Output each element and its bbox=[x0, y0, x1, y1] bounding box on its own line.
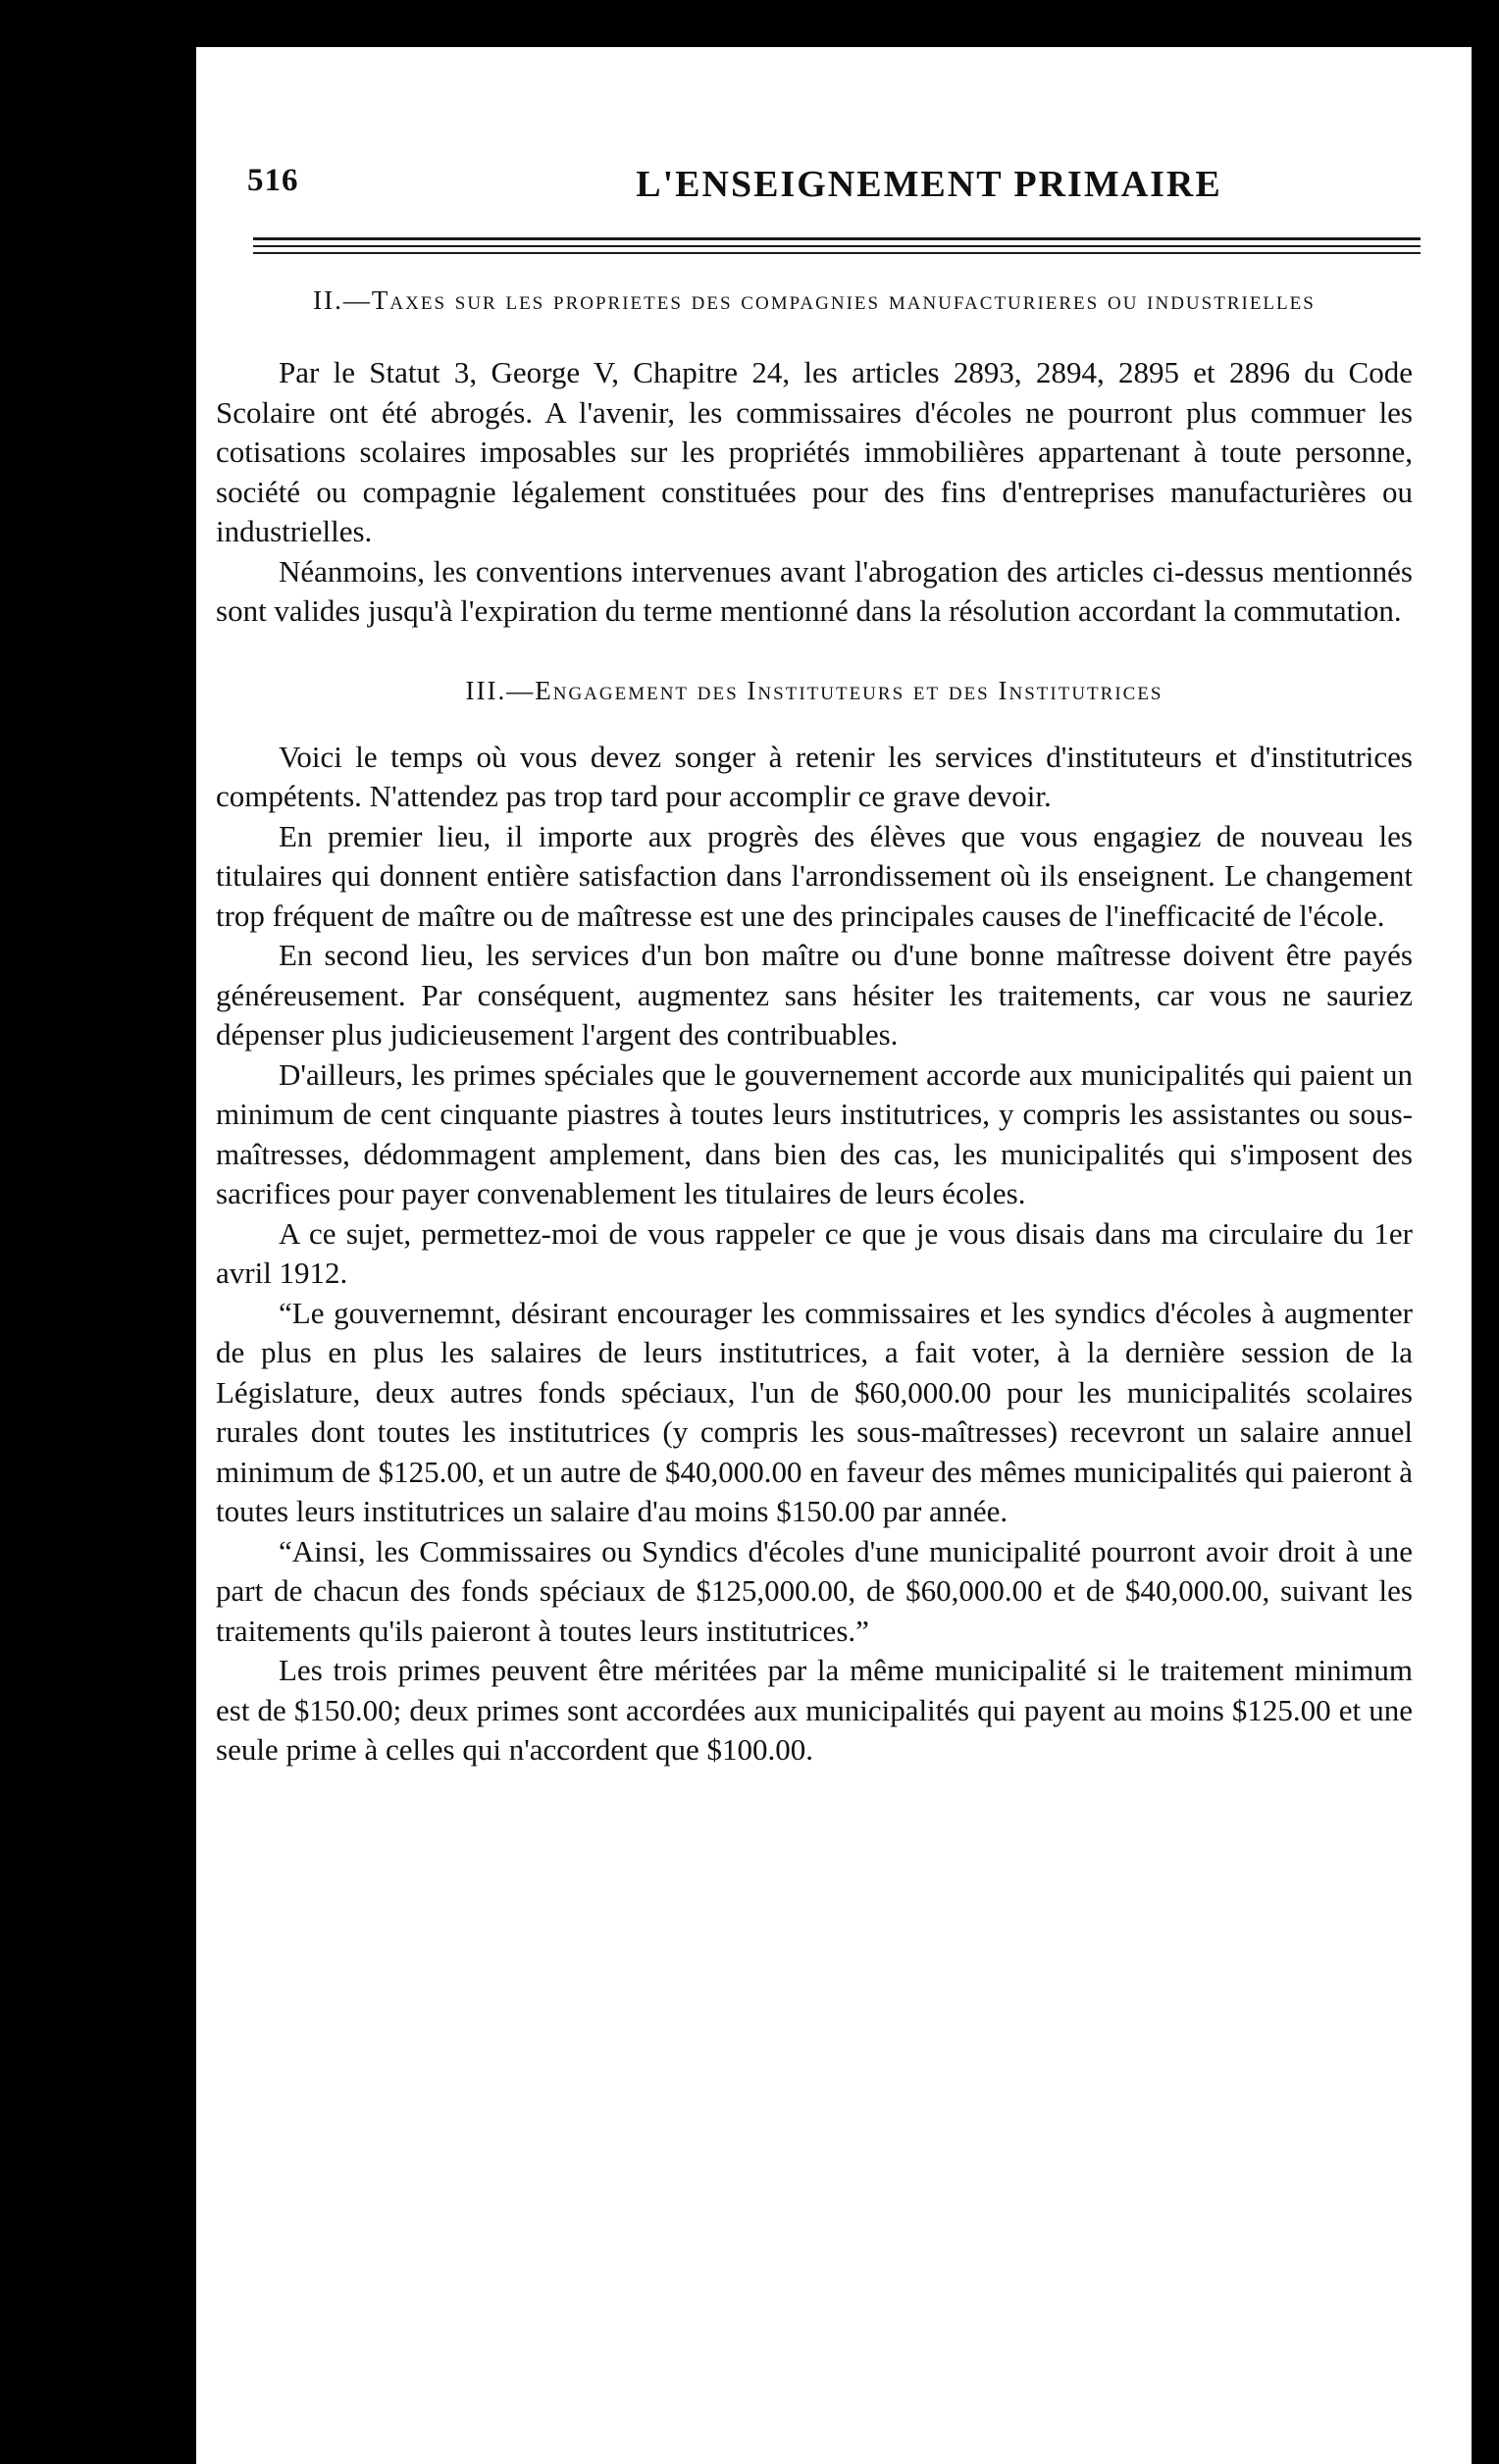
page-number: 516 bbox=[247, 163, 299, 198]
page-header bbox=[247, 163, 1415, 222]
header-rule-middle bbox=[253, 245, 1421, 247]
header-rule-bottom bbox=[253, 252, 1421, 254]
section-heading-engagement: III.—Engagement des Instituteurs et des Institutrices bbox=[465, 675, 1163, 705]
paragraph-second-lieu: En second lieu, les services d'un bon maître ou d'une bonne maîtresse doivent être payés généreusement. Par conséquent, augmentez sans hésiter les traitements, car vous ne sauriez dépenser plus judicieusement l'argent des contribuables. bbox=[216, 938, 1413, 1052]
running-title: L'ENSEIGNEMENT PRIMAIRE bbox=[636, 164, 1222, 205]
paragraph-circulaire: A ce sujet, permettez-moi de vous rappeler ce que je vous disais dans ma circulaire du 1er avril 1912. bbox=[216, 1215, 1413, 1290]
paragraph-premier-lieu: En premier lieu, il importe aux progrès des élèves que vous engagiez de nouveau les titulaires qui donnent entière satisfaction dans l'arrondissement où ils enseignent. Le changement trop fréquent de maître ou de maîtresse est une des principales causes de l'inefficacité de l'école. bbox=[216, 818, 1413, 933]
page-body bbox=[216, 282, 1413, 1771]
paragraph-trois-primes: Les trois primes peuvent être méritées par la même municipalité si le traitement minimum est de $150.00; deux primes sont accordées aux municipalités qui payent au moins $125.00 et une seule prime à celles qui n'accordent que $100.00. bbox=[216, 1653, 1413, 1767]
header-rule-top bbox=[253, 237, 1421, 240]
paragraph-quote-ainsi: “Ainsi, les Commissaires ou Syndics d'écoles d'une municipalité pourront avoir droit à une part de chacun des fonds spéciaux de $125,000.00, de $60,000.00 et de $40,000.00, suivant les traitements qu'ils paieront à toutes leurs institutrices.” bbox=[216, 1533, 1413, 1648]
paragraph-quote-gouvernement: “Le gouvernemnt, désirant encourager les commissaires et les syndics d'écoles à augmenter de plus en plus les salaires de leurs institutrices, a fait voter, à la dernière session de la Législature, deux autres fonds spéciaux, l'un de $60,000.00 pour les municipalités scolaires rurales dont toutes les institutrices (y compris les sous-maîtresses) recevront un salaire annuel minimum de $125.00, et un autre de $40,000.00 en faveur des mêmes municipalités qui paieront à toutes leurs institutrices un salaire d'au moins $150.00 par année. bbox=[216, 1295, 1413, 1528]
paragraph-voici: Voici le temps où vous devez songer à retenir les services d'instituteurs et d'institutrices compétents. N'attendez pas trop tard pour accomplir ce grave devoir. bbox=[216, 739, 1413, 813]
document-page bbox=[196, 47, 1472, 2464]
section-heading-taxes: II.—Taxes sur les proprietes des compagnies manufacturieres ou industrielles bbox=[313, 285, 1316, 315]
paragraph-neanmoins: Néanmoins, les conventions intervenues avant l'abrogation des articles ci-dessus mentionnés sont valides jusqu'à l'expiration du terme mentionné dans la résolution accordant la commutation. bbox=[216, 553, 1413, 628]
paragraph-statut: Par le Statut 3, George V, Chapitre 24, les articles 2893, 2894, 2895 et 2896 du Code Scolaire ont été abrogés. A l'avenir, les commissaires d'écoles ne pourront plus commuer les cotisations scolaires imposables sur les propriétés immobilières appartenant à toute personne, société ou compagnie légalement constituées pour des fins d'entreprises manufacturières ou industrielles. bbox=[216, 355, 1413, 548]
paragraph-primes: D'ailleurs, les primes spéciales que le gouvernement accorde aux municipalités qui paient un minimum de cent cinquante piastres à toutes leurs institutrices, y compris les assistantes ou sous-maîtresses, dédommagent amplement, dans bien des cas, les municipalités qui s'imposent des sacrifices pour payer convenablement les titulaires de leurs écoles. bbox=[216, 1056, 1413, 1210]
